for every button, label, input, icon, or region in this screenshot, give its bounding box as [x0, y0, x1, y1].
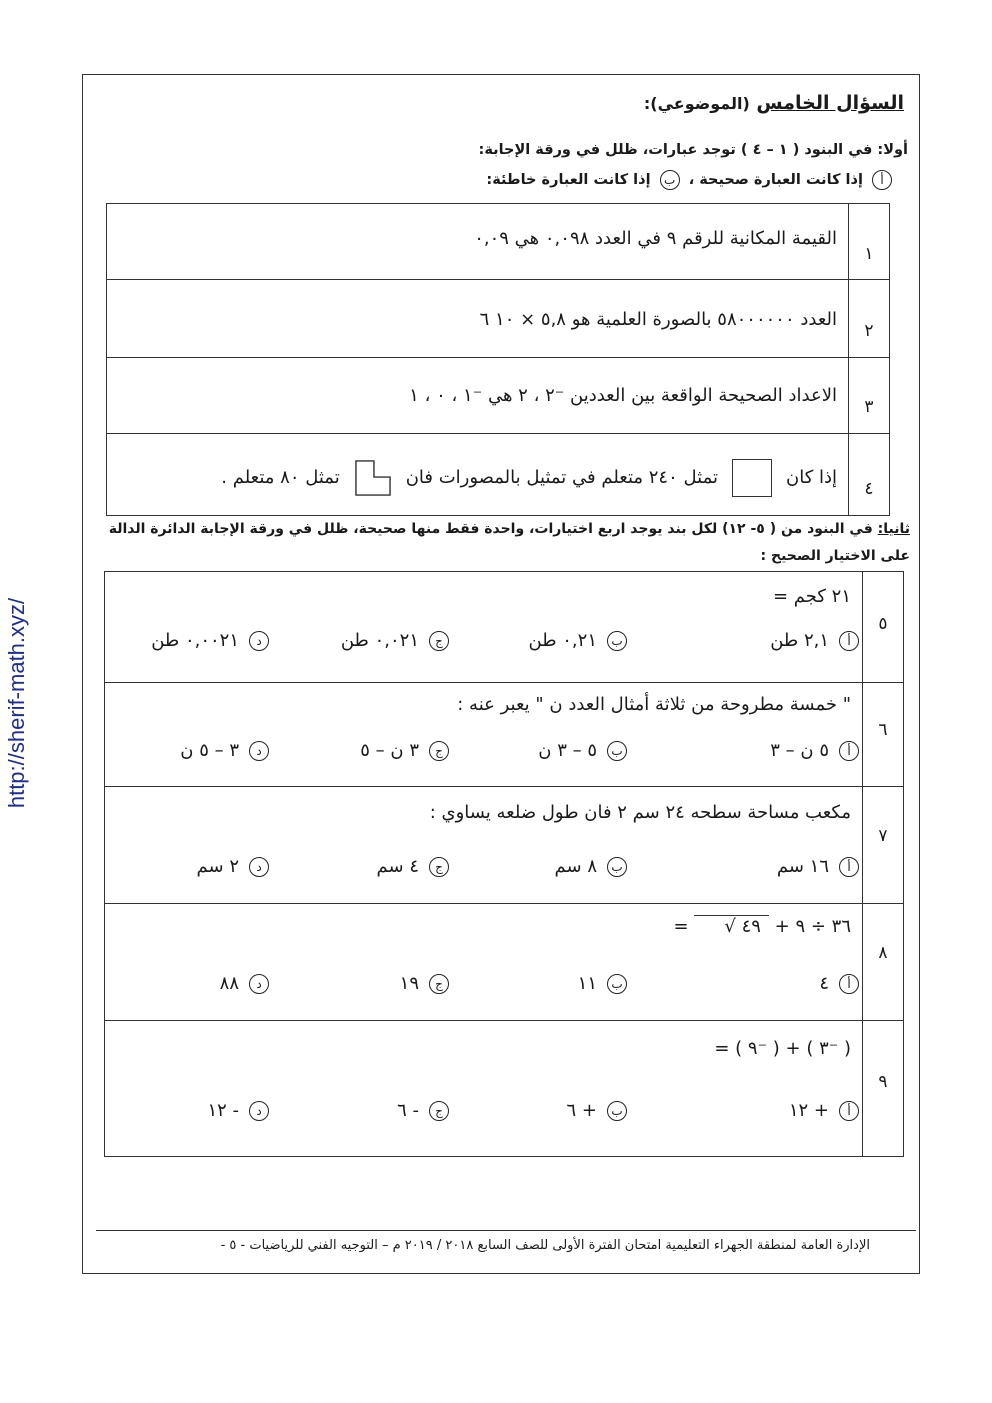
option-b: [578, 973, 631, 994]
option-circle: د: [249, 974, 269, 994]
option-circle: د: [249, 741, 269, 761]
table-row: [105, 786, 903, 904]
option-circle: ج: [429, 974, 449, 994]
part2-label: ثانيا:: [877, 521, 910, 537]
item-statement: [221, 459, 837, 497]
question-text: ٢١ كجم =: [772, 586, 851, 607]
option-b: [529, 630, 631, 651]
option-d: [207, 1100, 273, 1121]
option-circle: ج: [429, 1101, 449, 1121]
question-text: مكعب مساحة سطحه ٢٤ سم ٢ فان طول ضلعه يساوي :: [429, 802, 851, 823]
item-statement: الاعداد الصحيحة الواقعة بين العددين ⁻٢ ، ٢ هي ⁻١ ، ٠ ، ١: [409, 385, 837, 406]
option-text: ١٩: [399, 973, 419, 994]
section-title-main: السؤال الخامس: [756, 92, 904, 114]
option-b-text: إذا كانت العبارة خاطئة:: [486, 172, 651, 188]
item-statement: القيمة المكانية للرقم ٩ في العدد ٠,٠٩٨ هي ٠,٠٩: [474, 228, 837, 249]
table-row: [107, 204, 889, 280]
item-text-c: تمثل ٨٠ متعلم .: [221, 467, 340, 488]
option-b: [538, 740, 631, 761]
option-circle: ب: [607, 1101, 627, 1121]
option-circle: ج: [429, 741, 449, 761]
option-circle: أ: [839, 857, 859, 877]
option-d: [151, 630, 273, 651]
item-text-b: تمثل ٢٤٠ متعلم في تمثيل بالمصورات فان: [405, 467, 718, 488]
option-b-circle: ب: [660, 170, 680, 190]
option-c: [400, 973, 453, 994]
table-row: [105, 682, 903, 787]
table-row: [107, 279, 889, 358]
option-c: [341, 630, 453, 651]
option-b: [567, 1100, 631, 1121]
multiple-choice-table: [104, 571, 904, 1157]
part1-legend: [486, 170, 896, 190]
option-c: [377, 856, 453, 877]
option-text: - ٦: [397, 1100, 419, 1121]
option-a: [770, 630, 863, 651]
option-circle: ج: [429, 631, 449, 651]
option-circle: ج: [429, 857, 449, 877]
option-a: [819, 973, 863, 994]
item-number: ١: [864, 244, 874, 264]
option-circle: ب: [607, 631, 627, 651]
question-text: " خمسة مطروحة من ثلاثة أمثال العدد ن " يعبر عنه :: [457, 694, 851, 715]
item-number: ٤: [864, 479, 874, 499]
part1-instruction: أولا: في البنود ( ١ – ٤ ) توجد عبارات، ظلل في ورقة الإجابة:: [478, 142, 908, 158]
question-text: ( ⁻٣ ) + ( ⁻٩ ) =: [714, 1038, 851, 1059]
part2-instruction-text: في البنود من ( ٥- ١٢) لكل بند يوجد اربع اختيارات، واحدة فقط منها صحيحة، ظلل في ورقة الإجابة الدائرة الدالة: [108, 521, 873, 537]
option-text: ٥ ن – ٣: [770, 740, 829, 761]
option-text: ٠,٠٠٢١ طن: [151, 630, 239, 651]
page-footer: الإدارة العامة لمنطقة الجهراء التعليمية امتحان الفترة الأولى للصف السابع ٢٠١٨ / ٢٠١٩ م – التوجيه الفني للرياضيات - ٥ -: [220, 1238, 870, 1253]
option-text: ٤ سم: [376, 856, 419, 877]
option-text: ٥ – ٣ ن: [538, 740, 597, 761]
option-text: + ١٢: [788, 1100, 829, 1121]
pictograph-partial-shape: [354, 460, 392, 496]
item-text-a: إذا كان: [785, 467, 837, 488]
option-text: ١٦ سم: [776, 856, 829, 877]
table-row: [105, 1020, 903, 1155]
option-a: [777, 856, 863, 877]
table-row: [107, 357, 889, 434]
option-text: ٣ – ٥ ن: [180, 740, 239, 761]
option-text: ٣ ن – ٥: [360, 740, 419, 761]
section-title: [644, 92, 904, 114]
option-text: + ٦: [566, 1100, 597, 1121]
square-root: ٤٩ √: [694, 915, 769, 937]
table-row: [105, 903, 903, 1021]
watermark: http://sherif-math.xyz/: [4, 597, 29, 808]
option-a-circle: أ: [872, 170, 892, 190]
section-title-sub: (الموضوعي):: [643, 94, 750, 113]
option-circle: د: [249, 1101, 269, 1121]
option-circle: أ: [839, 974, 859, 994]
option-text: ٨ سم: [554, 856, 597, 877]
question-number: ٦: [878, 720, 888, 740]
option-text: - ١٢: [207, 1100, 239, 1121]
question-text-pre: ٣٦ ÷ ٩ +: [774, 916, 851, 937]
option-circle: أ: [839, 1101, 859, 1121]
item-number: ٢: [864, 321, 874, 341]
pictograph-square: [732, 459, 772, 497]
question-number: ٧: [878, 826, 888, 846]
option-circle: أ: [839, 631, 859, 651]
item-number: ٣: [864, 397, 874, 417]
option-a: [770, 740, 863, 761]
part2-instruction: [109, 521, 910, 537]
option-circle: د: [249, 631, 269, 651]
option-circle: أ: [839, 741, 859, 761]
option-text: ٠,٠٢١ طن: [340, 630, 419, 651]
option-text: ٢ سم: [196, 856, 239, 877]
option-d: [220, 973, 273, 994]
option-text: ٢,١ طن: [770, 630, 829, 651]
option-d: [180, 740, 273, 761]
option-a: [789, 1100, 863, 1121]
question-number: ٥: [878, 614, 888, 634]
question-number: ٩: [878, 1072, 888, 1092]
option-d: [197, 856, 273, 877]
option-text: ٤: [819, 973, 829, 994]
table-row: [107, 433, 889, 515]
option-text: ٠,٢١ طن: [528, 630, 597, 651]
question-text: [674, 915, 851, 937]
option-circle: ب: [607, 857, 627, 877]
option-circle: ب: [607, 974, 627, 994]
true-false-table: [106, 203, 890, 516]
question-number: ٨: [878, 943, 888, 963]
option-text: ١١: [577, 973, 597, 994]
option-c: [397, 1100, 453, 1121]
option-a-text: إذا كانت العبارة صحيحة ،: [688, 172, 863, 188]
option-circle: ب: [607, 741, 627, 761]
part2-instruction-2: على الاختيار الصحيح :: [760, 548, 910, 564]
footer-divider: [96, 1230, 916, 1231]
option-circle: د: [249, 857, 269, 877]
radicand: ٤٩: [741, 916, 761, 937]
option-b: [555, 856, 631, 877]
item-statement: العدد ٥٨٠٠٠٠٠٠ بالصورة العلمية هو ٥,٨ × ١٠ ٦: [479, 309, 837, 330]
table-row: [105, 572, 903, 683]
question-text-post: =: [673, 916, 689, 937]
option-text: ٨٨: [219, 973, 239, 994]
option-c: [360, 740, 453, 761]
